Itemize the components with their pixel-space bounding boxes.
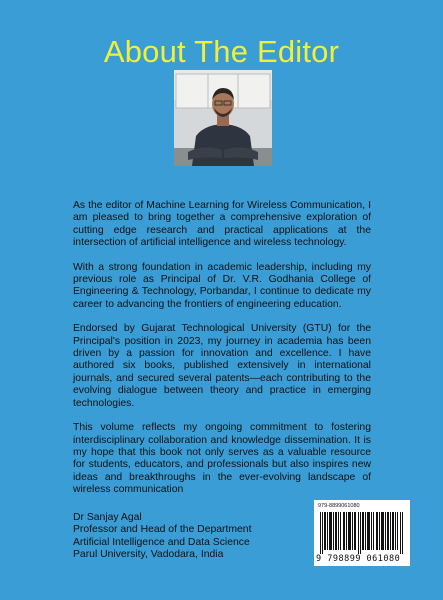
editor-role: Professor and Head of the Department: [73, 524, 252, 536]
editor-department: Artificial Intelligence and Data Science: [73, 536, 250, 548]
page-title: About The Editor: [103, 34, 340, 69]
editor-name: Dr Sanjay Agal: [73, 512, 142, 523]
isbn-barcode: [314, 500, 410, 566]
bio-paragraph: With a strong foundation in academic leadership, including my previous role as Principal of Dr. V.R. Godhania College of Engineering & Technology, Porbandar, I continue to dedicate my career to advancing the frontiers of engineering education.: [73, 261, 371, 310]
bio-paragraph: This volume reflects my ongoing commitment to fostering interdisciplinary collaboration and knowledge dissemination. It is my hope that this book not only serves as a valuable resource for students, educators, and professionals but also inspires new ideas and breakthroughs in the ever-evolving landscape of wireless communication: [73, 422, 371, 496]
bio-paragraph: As the editor of Machine Learning for Wireless Communication, I am pleased to bring together a comprehensive exploration of cutting edge research and practical applications at the intersection of artificial intelligence and wireless technology.: [73, 200, 371, 249]
editor-bio: [73, 200, 371, 509]
signature-block: [73, 512, 293, 562]
editor-institution: Parul University, Vadodara, India: [73, 549, 224, 561]
editor-photo: [174, 70, 272, 166]
isbn-digits: 9 798899 061080: [316, 554, 401, 564]
bio-paragraph: Endorsed by Gujarat Technological University (GTU) for the Principal's position in 2023, my journey in academia has been driven by a passion for innovation and excellence. I have authored six books, published extensively in international journals, and secured several patents—each contributing to the evolving dialogue between theory and practice in emerging technologies.: [73, 323, 371, 409]
isbn-label: 979-8899061080: [318, 503, 360, 509]
barcode-bars: [320, 512, 404, 554]
